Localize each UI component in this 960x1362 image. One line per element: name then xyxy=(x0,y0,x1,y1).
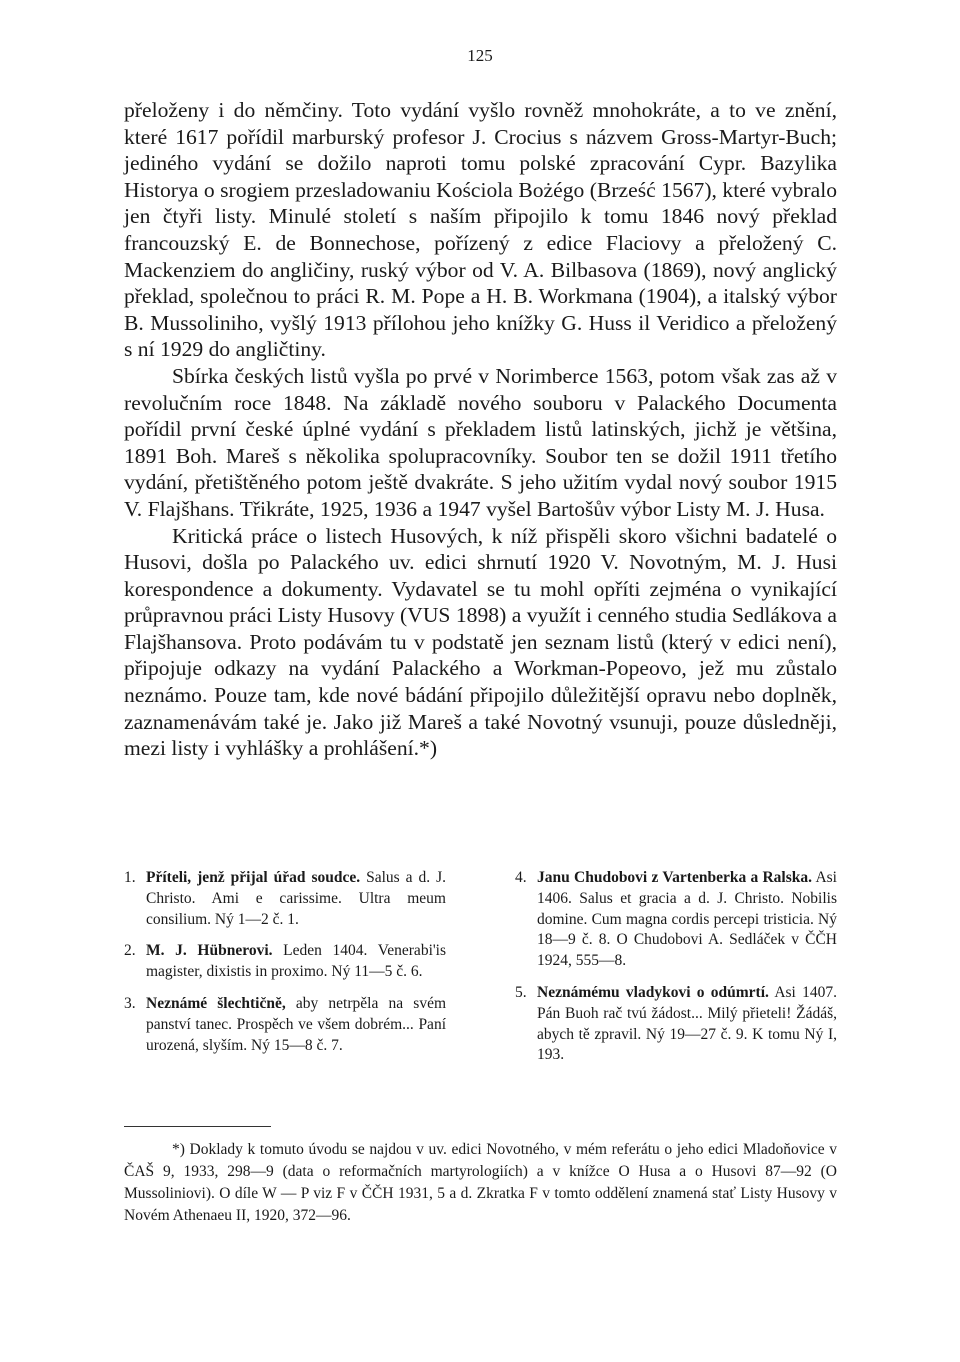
letter-number: 1. xyxy=(124,869,136,886)
letter-text: aby netrpěla na svém panství tanec. Prospěch ve všem dobrém... Paní urozená, slyším. Ný 15—8 č. 7. xyxy=(146,994,447,1054)
letter-list xyxy=(124,868,837,1077)
letter-entry xyxy=(537,983,837,1066)
list-item xyxy=(515,983,837,1066)
letter-column-left xyxy=(124,868,446,1077)
footnote: *) Doklady k tomuto úvodu se najdou v uv. edici Novotného, v mém referátu o jeho edici Mladoňovice v ČAŠ 9, 1933, 298—9 (data o reformačních martyrologiích) a v knížce O Husa a o Husovi 87—92 (O Mussoliniovi). O díle W — P viz F v ČČH 1931, 5 a d. Zkratka F v tomto oddělení znamená stať Listy Husovy v Novém Athenaeu II, 1920, 372—96. xyxy=(124,1141,837,1224)
letter-text: Asi 1407. Pán Buoh rač tvú žádost... Milý přieteli! Žádáš, abych tě zpravil. Ný 19—27 č. 9. K tomu Ný I, 193. xyxy=(537,983,837,1064)
letter-addressee: Příteli, jenž přijal úřad soudce. xyxy=(146,869,361,886)
list-item xyxy=(515,868,837,972)
footnote-divider xyxy=(124,1126,271,1127)
page-number: 125 xyxy=(467,46,493,65)
letter-addressee: Janu Chudobovi z Vartenberka a Ralska. xyxy=(537,869,813,886)
letter-text: Leden 1404. Venerabi'is magister, dixistis in proximo. Ný 11—5 č. 6. xyxy=(146,942,447,981)
letter-number: 3. xyxy=(124,994,136,1012)
letter-number: 5. xyxy=(515,983,527,1001)
letter-entry xyxy=(146,994,446,1056)
list-item xyxy=(124,941,446,983)
letter-entry xyxy=(146,868,446,930)
letter-number: 4. xyxy=(515,869,527,886)
letter-number: 2. xyxy=(124,942,136,960)
letter-text: Salus a d. J. Christo. Ami e carissime. Ultra meum consilium. Ný 1—2 č. 1. xyxy=(146,869,447,928)
paragraph-czech-letters: Sbírka českých listů vyšla po prvé v Norimberce 1563, potom však zas až v revolučním roce 1848. Na základě nového souboru v Palackého Documenta pořídil první české úplné vydání s překladem listů latinských, jichž je většina, 1891 Boh. Mareš s několika spolupracovníky. Soubor ten se dožil 1911 třetího vydání, přetištěného potom ještě dvakráte. S jeho užitím vydal nový soubor 1915 V. Flajšhans. Třikráte, 1925, 1936 a 1947 vyšel Bartošův výbor Listy M. J. Husa. xyxy=(124,363,837,521)
letter-addressee: M. J. Hübnerovi. xyxy=(146,942,273,960)
body-text xyxy=(124,97,837,762)
list-item xyxy=(124,994,446,1056)
letter-column-right xyxy=(515,868,837,1077)
letter-text: Asi 1406. Salus et gracia a d. J. Christo. Nobilis domine. Cum magna cordis percepi tristicia. Ný 18—9 č. 8. O Chudobovi A. Sedláček v ČČH 1924, 555—8. xyxy=(537,869,837,970)
letter-addressee: Neznámému vladykovi o odúmrtí. xyxy=(537,983,769,1001)
paragraph-translations: přeloženy i do němčiny. Toto vydání vyšlo rovněž mnohokráte, a to ve znění, které 1617 pořídil marburský profesor J. Crocius s názvem Gross-Martyr-Buch; jediného vydání se dožilo naproti tomu polské zpracování Cypr. Bazylika Historya o srogiem przesladowaniu Kościola Bożégo (Brześć 1567), které vybralo jen čtyři listy. Minulé století s naším připojilo k tomu 1846 nový překlad francouzský E. de Bonnechose, pořízený z edice Flaciovy a přeložený C. Mackenziem do angličiny, ruský výbor od V. A. Bilbasova (1869), nový anglický překlad, společnou to práci R. M. Pope a H. B. Workmana (1904), a italský výbor B. Mussoliniho, vyšlý 1913 přílohou jeho knížky G. Huss il Veridico a přeložený s ní 1929 do angličtiny. xyxy=(124,98,837,362)
paragraph-critical-work: Kritická práce o listech Husových, k níž přispěli skoro všichni badatelé o Husovi, došla po Palackého uv. edici shrnutí 1920 V. Novotným, M. J. Husi korespondence a dokumenty. Vydavatel se tu mohl opříti zejména o vynikající průpravnou práci Listy Husovy (VUS 1898) a využít i cenného studia Sedlákova a Flajšhansova. Proto podávám tu v podstatě jen seznam listů (který v edici není), připojuje odkazy na vydání Palackého a Workman-Popeovo, jež mu zůstalo neznámo. Pouze tam, kde nové bádání připojilo důležitější opravu nebo doplněk, zaznamenávám také je. Jako již Mareš a také Novotný vsunuji, pouze důsledněji, mezi listy i vyhlášky a prohlášení.*) xyxy=(124,523,837,761)
letter-entry xyxy=(537,868,837,972)
letter-addressee: Neznámé šlechtičně, xyxy=(146,994,286,1012)
letter-entry xyxy=(146,941,446,983)
list-item xyxy=(124,868,446,930)
